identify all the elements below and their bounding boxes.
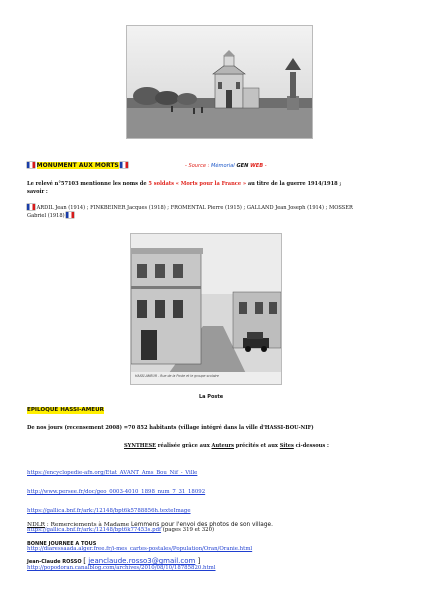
source-line: - Source : Mémorial GEN WEB -: [185, 163, 267, 169]
source-link[interactable]: https://gallica.bnf.fr/ark:/12148/bpt6k5788856h.texteImage: [27, 508, 191, 514]
photo-caption-small: HASSI-AMEUR - Rue de la Poste et le groupe scolaire: [135, 374, 219, 378]
post-office-photo: [130, 233, 282, 385]
author-name: Jean-Claude ROSSO: [27, 559, 82, 565]
source-link[interactable]: https://encyclopedie-afn.org/Etat_AVANT_Ams_Bou_Nif_-_Ville: [27, 470, 198, 476]
link-note: (pages 319 et 320): [161, 527, 215, 533]
source-link[interactable]: https://gallica.bnf.fr/ark:/12148/bpt6k77453s.pdf: [27, 527, 162, 533]
source-link[interactable]: http://www.persee.fr/doc/geo_0003-4010_1898_num_7_31_18092: [27, 489, 206, 495]
releve-text: Le relevé n°57103 mentionne les noms de 5 soldats « Morts pour la France » au titre de la guerre 1914/1918 ;: [27, 181, 342, 187]
monument-photo-image: [127, 26, 312, 138]
closing-signature: Jean-Claude ROSSO [ jeanclaude.rosso3@gmail.com ]: [27, 557, 201, 565]
source-link[interactable]: http://popodoran.canalblog.com/archives/2010/08/10/18785820.html: [27, 565, 216, 571]
french-flag-icon: [66, 212, 74, 218]
monument-heading: MONUMENT AUX MORTS: [36, 162, 119, 169]
post-office-photo-image: [131, 234, 281, 384]
french-flag-icon: [120, 162, 128, 168]
french-flag-icon: [27, 162, 35, 168]
links-list: [27, 459, 252, 573]
photo-caption: La Poste: [199, 394, 224, 400]
email-link[interactable]: jeanclaude.rosso3@gmail.com: [88, 557, 196, 565]
closing-greeting: BONNE JOURNEE A TOUS: [27, 541, 97, 547]
synthese-text: SYNTHESE réalisée grâce aux Auteurs précités et aux Sites ci-dessous :: [124, 443, 329, 449]
monument-photo: [126, 25, 313, 139]
monument-heading-line: [27, 162, 128, 170]
epilogue-heading: EPILOQUE HASSI-AMEUR: [27, 407, 104, 413]
soldiers-list-line2: Gabriel (1918): [27, 212, 74, 220]
soldiers-list: ARDIL Jean (1914) ; FINKBEINER Jacques (1918) ; FROMENTAL Pierre (1915) ; GALLAND Jean Joseph (1914) ; MOSSER: [27, 204, 353, 212]
population-text: De nos jours (recensement 2008) =70 852 habitants (village intégré dans la ville d'HASSI-BOU-NIF): [27, 425, 314, 431]
french-flag-icon: [27, 204, 35, 210]
source-link[interactable]: http://diaressaada.alger.free.fr/i-mes_cartes-postales/Population/Oran/Oranie.html: [27, 546, 253, 552]
ndlr-text: NDLR : Remerciements à Madame Lemmens pour l'envoi des photos de son village.: [27, 522, 273, 528]
releve-text-line2: savoir :: [27, 189, 48, 195]
